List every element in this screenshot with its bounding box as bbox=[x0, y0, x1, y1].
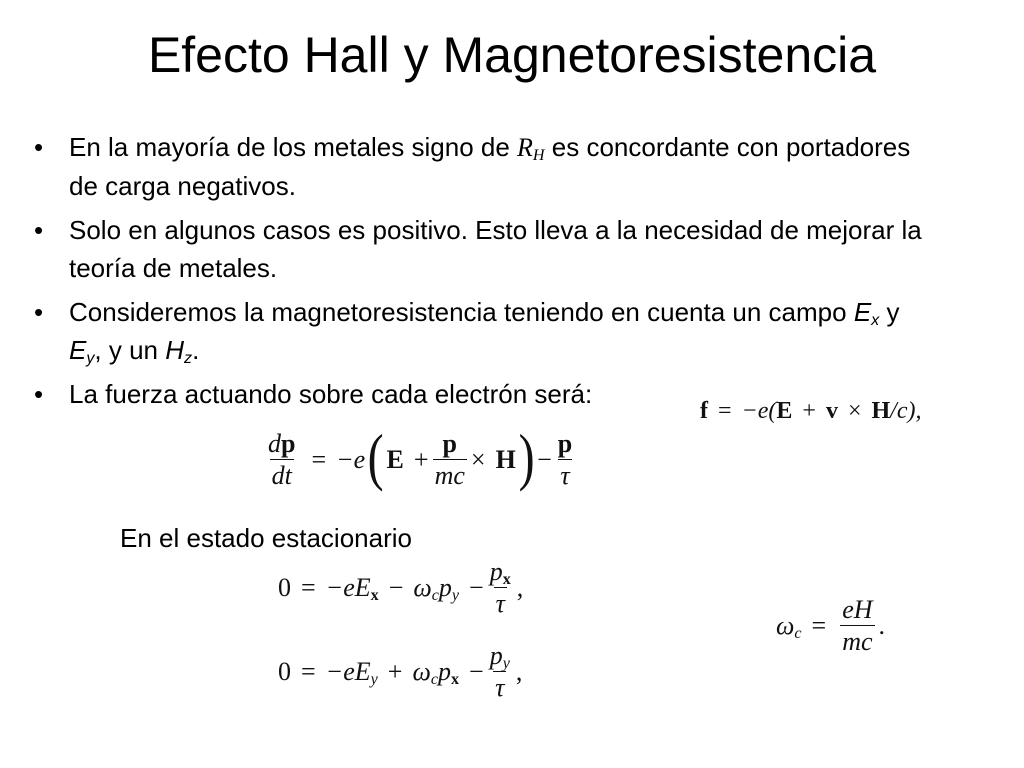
bullet-list bbox=[34, 128, 934, 419]
velocity-symbol: v bbox=[825, 398, 838, 424]
relaxation-fraction bbox=[556, 430, 574, 490]
sub-x: x bbox=[370, 586, 379, 604]
cyclotron-frequency-equation bbox=[776, 596, 885, 656]
bullet-text: , y un bbox=[94, 335, 166, 365]
bullet-rh-sign bbox=[34, 128, 934, 205]
field-hz bbox=[165, 335, 193, 368]
sub-x: x bbox=[450, 670, 460, 688]
momentum-symbol: p bbox=[281, 429, 296, 458]
cross-product-sign: × bbox=[470, 444, 486, 474]
sub-c: c bbox=[431, 586, 439, 604]
minus-e: −e( bbox=[741, 398, 777, 424]
electric-field-symbol: E bbox=[776, 398, 793, 424]
minus-sign: − bbox=[469, 572, 484, 602]
force-symbol: f bbox=[700, 398, 708, 424]
bullet-text: Consideremos la magnetoresistencia teniendo en cuenta un campo bbox=[69, 297, 854, 327]
bullet-magnetoresistance bbox=[34, 293, 934, 369]
term-omega-py bbox=[413, 573, 459, 603]
omega-symbol: ω bbox=[413, 572, 432, 602]
bullet-text: y bbox=[879, 297, 900, 327]
operator-sign: − bbox=[388, 572, 404, 602]
p-symbol: p bbox=[489, 641, 503, 670]
plus-sign: + bbox=[802, 398, 816, 424]
magnetic-field-symbol: H bbox=[495, 444, 516, 474]
minus-e-e: −eE bbox=[325, 572, 371, 602]
eh-symbol: eH bbox=[842, 595, 873, 624]
field-ex bbox=[853, 297, 880, 330]
minus-e-e: −eE bbox=[325, 656, 371, 686]
symbol-r: R bbox=[517, 133, 533, 162]
cross-product-sign: × bbox=[847, 398, 862, 424]
tau-symbol: τ bbox=[495, 673, 505, 703]
omega-c bbox=[776, 611, 802, 641]
right-paren: ) bbox=[518, 420, 535, 492]
minus-sign: − bbox=[537, 444, 552, 474]
symbol-sub-x: x bbox=[871, 311, 880, 330]
px-over-tau bbox=[488, 558, 513, 618]
momentum-symbol: p bbox=[557, 429, 573, 458]
equals-sign: = bbox=[311, 444, 327, 474]
mc-symbol: mc bbox=[842, 627, 873, 657]
magnetic-field-symbol: H bbox=[871, 398, 891, 424]
equals-sign: = bbox=[301, 572, 316, 602]
symbol-h: H bbox=[165, 335, 185, 365]
term-eey bbox=[326, 657, 378, 687]
p-symbol: p bbox=[489, 557, 503, 586]
term-omega-px bbox=[412, 657, 459, 687]
d-symbol: d bbox=[268, 429, 281, 458]
sub-y: y bbox=[370, 670, 378, 688]
p-symbol: p bbox=[437, 656, 451, 686]
bullet-text: En la mayoría de los metales signo de bbox=[69, 132, 518, 162]
term-eex bbox=[326, 573, 379, 603]
plus-sign: + bbox=[413, 444, 429, 474]
bullet-text: es concordante con portadores de carga negativos. bbox=[69, 132, 911, 201]
field-ey bbox=[69, 335, 95, 368]
bullet-text: . bbox=[192, 335, 200, 365]
minus-sign: − bbox=[469, 656, 484, 686]
stationary-x-equation bbox=[278, 558, 523, 618]
left-paren: ( bbox=[367, 420, 384, 492]
tau-symbol: τ bbox=[560, 461, 570, 491]
velocity-fraction bbox=[433, 430, 467, 490]
zero: 0 bbox=[278, 656, 291, 686]
bullet-positive-cases bbox=[34, 211, 934, 287]
minus-e: −e bbox=[336, 444, 366, 474]
sub-x: x bbox=[502, 571, 511, 589]
symbol-e: E bbox=[69, 335, 87, 365]
electric-field-symbol: E bbox=[386, 444, 404, 474]
equals-sign: = bbox=[301, 656, 316, 686]
sub-c: c bbox=[430, 670, 438, 688]
force-equation bbox=[700, 398, 921, 425]
hall-coefficient-symbol bbox=[517, 133, 545, 165]
period: . bbox=[878, 610, 886, 640]
omega-symbol: ω bbox=[412, 656, 431, 686]
mc-symbol: mc bbox=[434, 461, 465, 491]
sub-c: c bbox=[794, 624, 802, 642]
symbol-e: E bbox=[853, 297, 872, 327]
operator-sign: + bbox=[387, 656, 403, 686]
omega-symbol: ω bbox=[776, 610, 795, 640]
eh-over-mc bbox=[840, 596, 874, 656]
comma: , bbox=[516, 572, 524, 602]
stationary-y-equation bbox=[278, 642, 522, 702]
equals-sign: = bbox=[811, 610, 827, 640]
tau-symbol: τ bbox=[495, 589, 505, 619]
p-symbol: p bbox=[438, 572, 452, 602]
motion-equation bbox=[262, 420, 578, 492]
bullet-text: Solo en algunos casos es positivo. Esto lleva a la necesidad de mejorar la teoría de metales. bbox=[69, 215, 922, 283]
dt-symbol: dt bbox=[271, 461, 292, 491]
comma: , bbox=[515, 656, 523, 686]
over-c: /c), bbox=[890, 398, 922, 424]
derivative-fraction bbox=[266, 430, 297, 490]
sub-y: y bbox=[451, 586, 460, 604]
sub-y: y bbox=[502, 655, 510, 673]
bullet-text: La fuerza actuando sobre cada electrón será: bbox=[69, 379, 593, 409]
symbol-sub-z: z bbox=[184, 349, 193, 368]
momentum-symbol: p bbox=[442, 429, 457, 458]
stationary-label: En el estado estacionario bbox=[120, 523, 412, 553]
symbol-sub-y: y bbox=[86, 349, 95, 368]
zero: 0 bbox=[278, 572, 291, 602]
slide-title: Efecto Hall y Magnetoresistencia bbox=[147, 27, 877, 83]
symbol-sub-h: H bbox=[532, 147, 545, 165]
py-over-tau bbox=[488, 642, 512, 702]
equals-sign: = bbox=[718, 398, 732, 424]
